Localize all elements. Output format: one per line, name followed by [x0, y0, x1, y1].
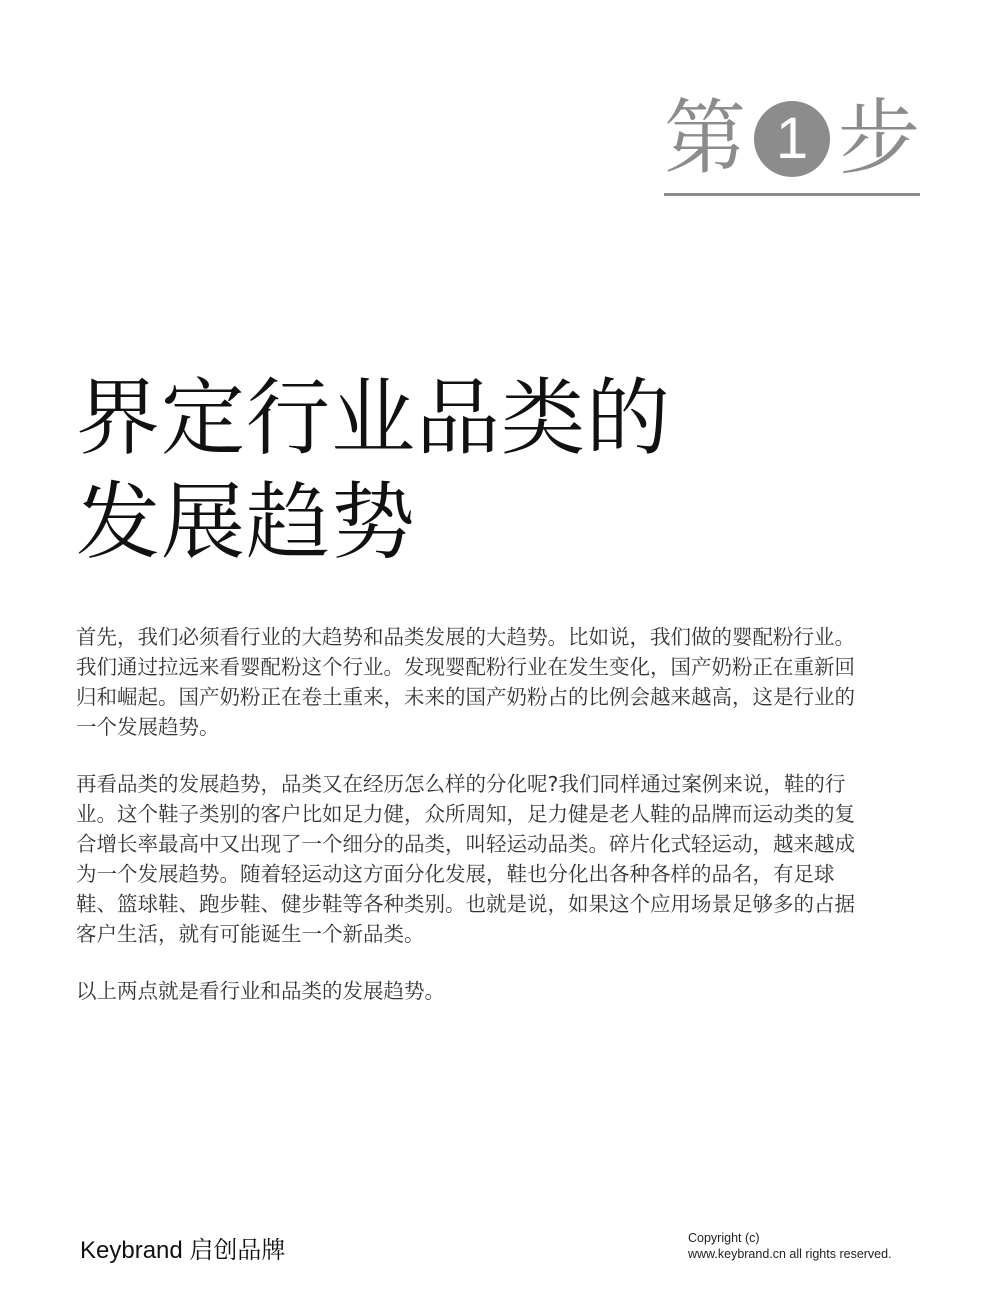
page-title-line-1: 界定行业品类的 [76, 369, 672, 467]
page-title-line-2: 发展趋势 [76, 473, 417, 571]
paragraph-line: 再看品类的发展趋势，品类又在经历怎么样的分化呢?我们同样通过案例来说，鞋的行 [76, 772, 846, 796]
step-suffix: 步 [837, 90, 920, 186]
step-number-badge: 1 [754, 101, 830, 177]
paragraph-industry-trend [76, 622, 916, 742]
step-prefix: 第 [664, 90, 747, 186]
footer-copyright [688, 1230, 892, 1262]
copyright-line-2: www.keybrand.cn all rights reserved. [688, 1247, 892, 1261]
copyright-line-1: Copyright (c) [688, 1231, 760, 1245]
paragraph-summary [76, 976, 916, 1006]
page-title [76, 366, 776, 574]
paragraph-line: 以上两点就是看行业和品类的发展趋势。 [76, 979, 445, 1003]
body-text [76, 622, 916, 1033]
paragraph-line: 我们通过拉远来看婴配粉这个行业。发现婴配粉行业在发生变化，国产奶粉正在重新回 [76, 655, 855, 679]
step-heading [664, 88, 920, 196]
paragraph-line: 业。这个鞋子类别的客户比如足力健，众所周知，足力健是老人鞋的品牌而运动类的复 [76, 802, 855, 826]
paragraph-category-trend [76, 769, 916, 949]
paragraph-line: 归和崛起。国产奶粉正在卷土重来，未来的国产奶粉占的比例会越来越高，这是行业的 [76, 685, 855, 709]
paragraph-line: 合增长率最高中又出现了一个细分的品类，叫轻运动品类。碎片化式轻运动，越来越成 [76, 832, 855, 856]
paragraph-line: 客户生活，就有可能诞生一个新品类。 [76, 922, 425, 946]
paragraph-line: 鞋、篮球鞋、跑步鞋、健步鞋等各种类别。也就是说，如果这个应用场景足够多的占据 [76, 892, 855, 916]
paragraph-line: 为一个发展趋势。随着轻运动这方面分化发展，鞋也分化出各种各样的品名，有足球 [76, 862, 835, 886]
paragraph-line: 一个发展趋势。 [76, 715, 220, 739]
footer-brand-logo: Keybrand 启创品牌 [80, 1237, 286, 1264]
paragraph-line: 首先，我们必须看行业的大趋势和品类发展的大趋势。比如说，我们做的婴配粉行业。 [76, 625, 855, 649]
